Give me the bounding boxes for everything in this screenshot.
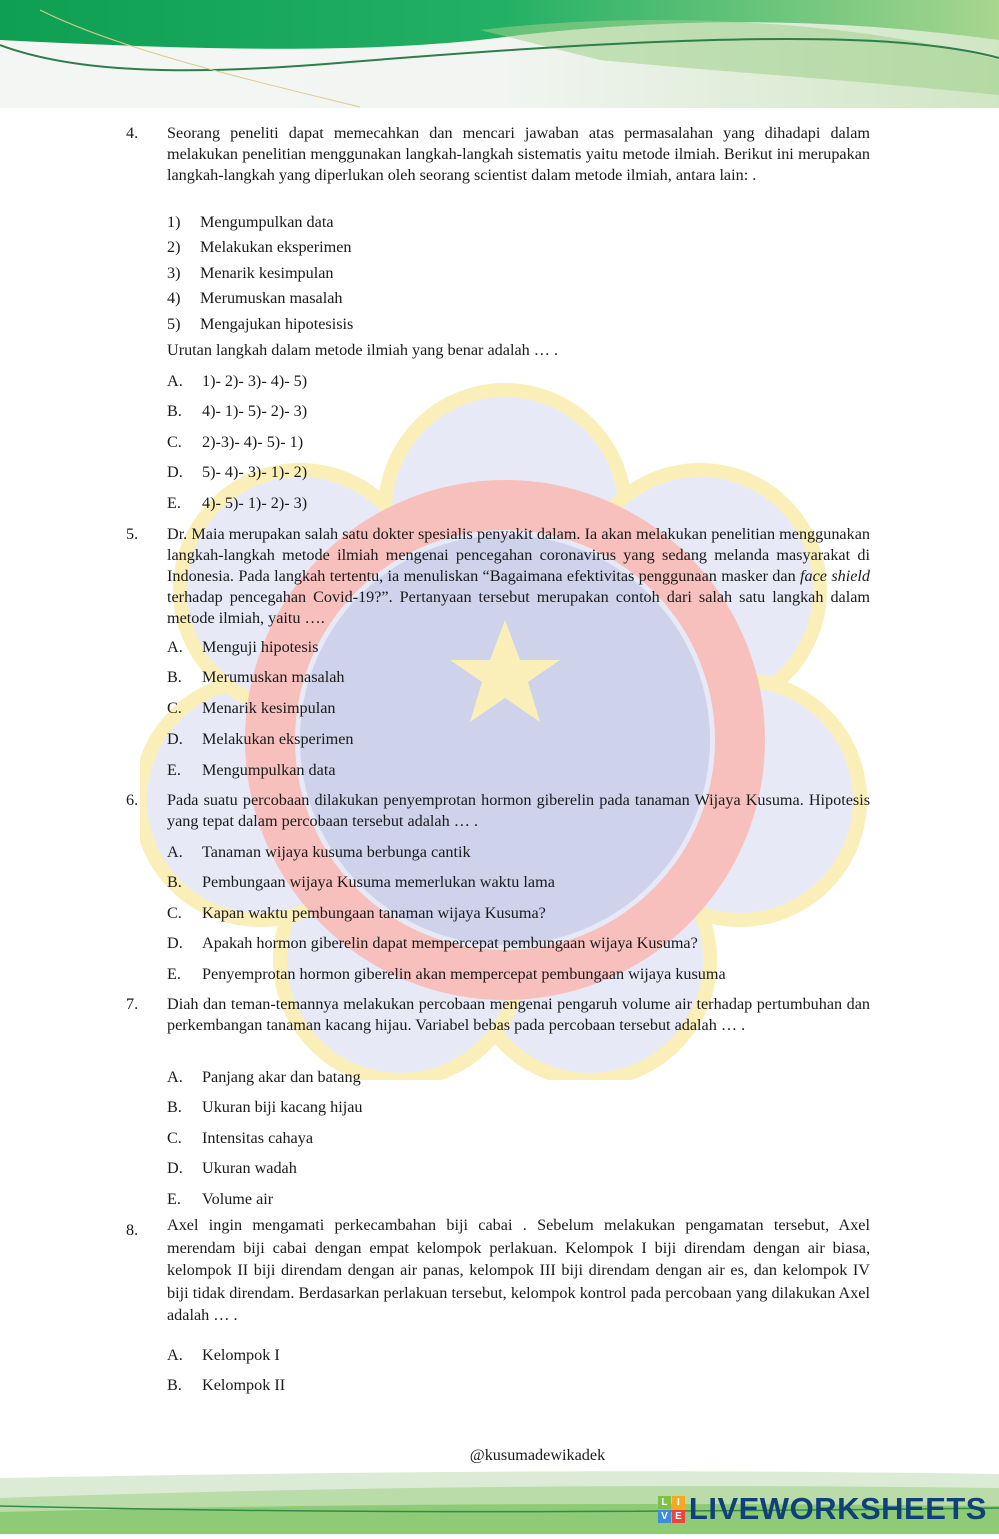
step-text: Merumuskan masalah <box>200 289 343 307</box>
option-label: B. <box>167 1098 182 1116</box>
option-label: D. <box>167 730 183 748</box>
question-number: 4. <box>126 124 139 142</box>
option-text: Menarik kesimpulan <box>202 699 336 717</box>
option-text: 2)-3)- 4)- 5)- 1) <box>202 433 304 451</box>
question-text-part: terhadap pencegahan Covid-19?”. Pertanyaan tersebut merupakan contoh dari salah satu langkah dalam metode ilmiah, yaitu …. <box>167 588 870 627</box>
option-label: A. <box>167 638 183 656</box>
option-label: E. <box>167 965 181 983</box>
liveworksheets-logo <box>658 1491 987 1527</box>
question-text: Diah dan teman-temannya melakukan percobaan mengenai pengaruh volume air terhadap pertumbuhan dan perkembangan tanaman kacang hijau. Variabel bebas pada percobaan tersebut adalah … . <box>167 995 870 1034</box>
option-label: D. <box>167 463 183 481</box>
question-prompt: Urutan langkah dalam metode ilmiah yang benar adalah … . <box>167 341 559 359</box>
step-text: Melakukan eksperimen <box>200 238 352 256</box>
question-number: 6. <box>126 791 139 809</box>
option-text: Apakah hormon giberelin dapat mempercepat pembungaan wijaya Kusuma? <box>202 934 698 952</box>
option-text: 5)- 4)- 3)- 1)- 2) <box>202 463 308 481</box>
option-label: B. <box>167 1376 182 1394</box>
question-text-italic: face shield <box>800 567 870 585</box>
option-text: Panjang akar dan batang <box>202 1068 361 1086</box>
step-text: Mengajukan hipotesisis <box>200 315 354 333</box>
question-text: Pada suatu percobaan dilakukan penyemprotan hormon giberelin pada tanaman Wijaya Kusuma. Hipotesis yang tepat dalam percobaan tersebut adalah … . <box>167 791 870 830</box>
option-label: B. <box>167 668 182 686</box>
option-label: E. <box>167 761 181 779</box>
logo-letter: I <box>672 1496 685 1509</box>
option-label: B. <box>167 873 182 891</box>
option-text: Mengumpulkan data <box>202 761 336 779</box>
option-text: Menguji hipotesis <box>202 638 319 656</box>
option-text: Merumuskan masalah <box>202 668 345 686</box>
question-text: Seorang peneliti dapat memecahkan dan mencari jawaban atas permasalahan yang dihadapi dalam melakukan penelitian menggunakan langkah-langkah sistematis yaitu metode ilmiah. Berikut ini merupakan langkah-langkah yang diperlukan oleh seorang scientist dalam metode ilmiah, antara lain: . <box>167 124 870 184</box>
question-text <box>167 524 870 629</box>
option-label: E. <box>167 1190 181 1208</box>
option-label: A. <box>167 372 183 390</box>
option-text: Kapan waktu pembungaan tanaman wijaya Kusuma? <box>202 904 546 922</box>
option-text: Kelompok I <box>202 1346 280 1364</box>
option-text: 4)- 1)- 5)- 2)- 3) <box>202 402 308 420</box>
question-number: 7. <box>126 995 139 1013</box>
question-number: 8. <box>126 1221 139 1239</box>
option-label: B. <box>167 402 182 420</box>
option-text: Pembungaan wijaya Kusuma memerlukan waktu lama <box>202 873 555 891</box>
logo-letter: V <box>658 1510 671 1523</box>
logo-letter: E <box>672 1510 685 1523</box>
step-text: Menarik kesimpulan <box>200 264 334 282</box>
option-text: Kelompok II <box>202 1376 286 1394</box>
option-label: C. <box>167 904 182 922</box>
step-label: 4) <box>167 289 181 307</box>
option-label: A. <box>167 1346 183 1364</box>
option-text: Melakukan eksperimen <box>202 730 354 748</box>
option-text: Volume air <box>202 1190 274 1208</box>
question-text: Axel ingin mengamati perkecambahan biji cabai . Sebelum melakukan pengamatan tersebut, Axel merendam biji cabai dengan empat kelompok perlakuan. Kelompok I biji direndam dengan air biasa, kelompok II biji direndam dengan air panas, kelompok III biji direndam dengan air es, dan kelompok IV biji tidak direndam. Berdasarkan perlakuan tersebut, kelompok kontrol pada percobaan yang dilakukan Axel adalah … . <box>167 1216 870 1324</box>
option-text: Ukuran wadah <box>202 1159 297 1177</box>
step-label: 2) <box>167 238 181 256</box>
option-label: A. <box>167 1068 183 1086</box>
logo-icon <box>658 1496 685 1523</box>
question-number: 5. <box>126 525 139 543</box>
option-text: Intensitas cahaya <box>202 1129 314 1147</box>
question-text-part: Dr. Maia merupakan salah satu dokter spesialis penyakit dalam. Ia akan melakukan penelitian menggunakan langkah-langkah metode ilmiah mengenai pencegahan coronavirus yang sedang melanda masyarakat di Indonesia. Pada langkah tertentu, ia menuliskan “Bagaimana efektivitas penggunaan masker dan <box>167 525 870 585</box>
step-label: 1) <box>167 213 181 231</box>
step-label: 3) <box>167 264 181 282</box>
option-label: C. <box>167 1129 182 1147</box>
header-wave-banner <box>0 0 999 108</box>
option-text: Tanaman wijaya kusuma berbunga cantik <box>202 843 471 861</box>
option-label: E. <box>167 494 181 512</box>
option-text: 4)- 5)- 1)- 2)- 3) <box>202 494 308 512</box>
option-label: C. <box>167 699 182 717</box>
option-text: Ukuran biji kacang hijau <box>202 1098 363 1116</box>
step-text: Mengumpulkan data <box>200 213 334 231</box>
option-text: 1)- 2)- 3)- 4)- 5) <box>202 372 308 390</box>
option-label: A. <box>167 843 183 861</box>
logo-letter: L <box>658 1496 671 1509</box>
option-text: Penyemprotan hormon giberelin akan mempercepat pembungaan wijaya kusuma <box>202 965 726 983</box>
step-label: 5) <box>167 315 181 333</box>
option-label: C. <box>167 433 182 451</box>
author-handle: @kusumadewikadek <box>469 1446 606 1464</box>
logo-text: LIVEWORKSHEETS <box>688 1491 987 1526</box>
option-label: D. <box>167 934 183 952</box>
option-label: D. <box>167 1159 183 1177</box>
